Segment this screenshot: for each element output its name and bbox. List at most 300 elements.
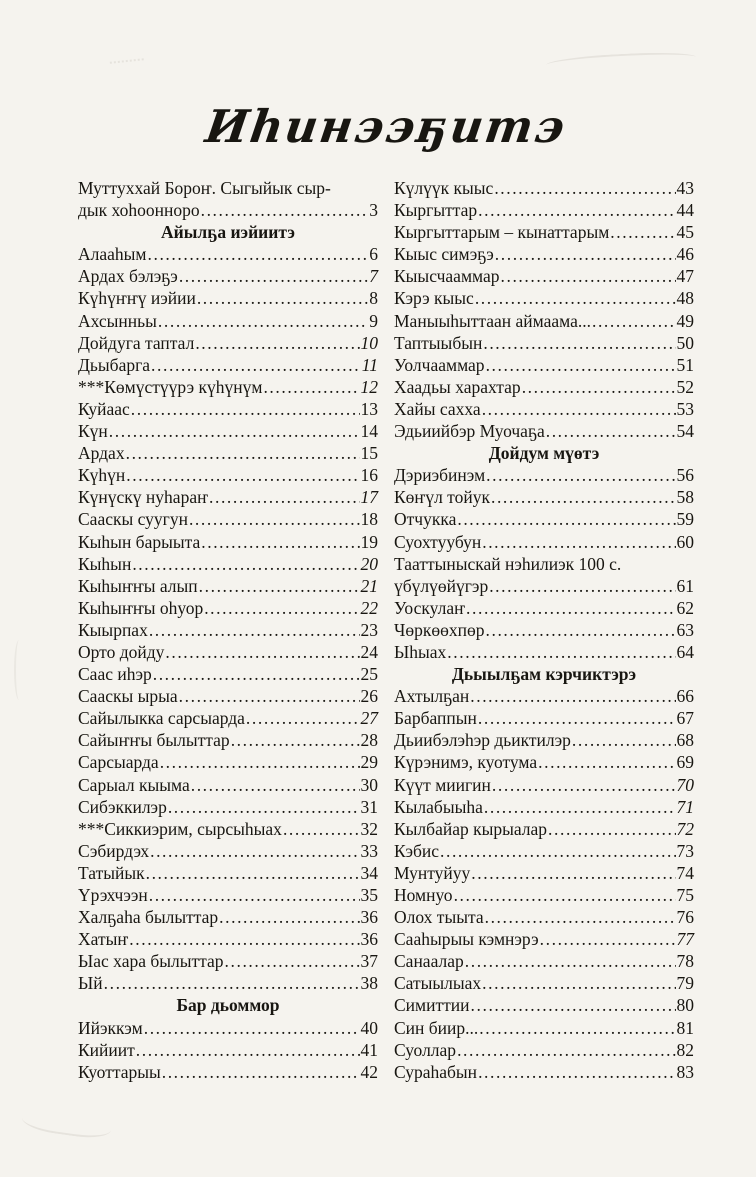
- toc-entry: [394, 243, 694, 265]
- toc-entry-title: үбүлүөйүгэр: [394, 575, 489, 596]
- toc-entry-page: 83: [676, 1061, 694, 1082]
- dot-leader: [201, 199, 369, 221]
- toc-entry-page: 62: [676, 597, 694, 618]
- toc-entry: [78, 287, 378, 309]
- toc-entry-page: 21: [360, 575, 378, 596]
- dot-leader: [179, 685, 360, 707]
- toc-entry-page: 6: [369, 244, 378, 265]
- toc-entry-page: 23: [360, 619, 378, 640]
- dot-leader: [104, 972, 360, 994]
- toc-entry-title: Кыргыттарым – кынаттарым: [394, 222, 610, 243]
- toc-entry-title: Суоллар: [394, 1039, 457, 1060]
- dot-leader: [479, 1017, 675, 1039]
- toc-entry: [394, 398, 694, 420]
- dot-leader: [457, 1039, 675, 1061]
- toc-entry-page: 24: [360, 641, 378, 662]
- toc-entry: [78, 619, 378, 641]
- toc-entry-page: 76: [676, 907, 694, 928]
- toc-entry-title: Дойдуга таптал: [78, 332, 195, 353]
- toc-entry: [78, 376, 378, 398]
- toc-entry-title: ***Көмүстүүрэ күһүнүм: [78, 376, 263, 397]
- dot-leader: [471, 994, 676, 1016]
- toc-entry-page: 13: [360, 398, 378, 419]
- toc-entry-title: Сатыылыах: [394, 973, 482, 994]
- toc-entry-title: Ахсынньы: [78, 310, 157, 331]
- toc-entry-page: 56: [676, 465, 694, 486]
- toc-entry-title: Орто дойду: [78, 641, 165, 662]
- toc-entry-title: Күлүүк кыыс: [394, 178, 494, 198]
- toc-entry-title: Сарыал кыыма: [78, 774, 190, 795]
- toc-entry-page: 47: [676, 266, 694, 287]
- dot-leader: [126, 464, 359, 486]
- toc-entry-page: 44: [676, 200, 694, 221]
- toc-entry: [394, 177, 694, 199]
- toc-entry: [394, 774, 694, 796]
- toc-entry-page: 79: [676, 973, 694, 994]
- toc-entry-title: Алааһым: [78, 244, 147, 265]
- dot-leader: [191, 774, 360, 796]
- toc-entry-title: Санаалар: [394, 951, 464, 972]
- toc-entry: [394, 486, 694, 508]
- toc-entry-title: Кэбис: [394, 840, 439, 861]
- dot-leader: [129, 928, 359, 950]
- toc-entry-page: 8: [369, 288, 378, 309]
- toc-entry-title: Кыһын: [78, 553, 132, 574]
- toc-entry: [394, 729, 694, 751]
- dot-leader: [126, 442, 360, 464]
- toc-entry: [394, 575, 694, 597]
- toc-entry-page: 75: [676, 885, 694, 905]
- toc-entry-title: Мунтуйуу: [394, 862, 471, 883]
- dot-leader: [246, 707, 360, 729]
- dot-leader: [483, 332, 675, 354]
- section-header: Айылҕа иэйиитэ: [161, 222, 295, 243]
- dot-leader: [470, 685, 675, 707]
- toc-entry: [394, 221, 694, 243]
- dot-leader: [165, 641, 359, 663]
- toc-entry-page: 72: [676, 818, 694, 839]
- toc-column: [78, 177, 378, 1083]
- toc-entry: [394, 1061, 694, 1083]
- toc-entry-title: Эдьиийбэр Муочаҕа: [394, 421, 545, 442]
- toc-entry-title: Кыырпах: [78, 619, 148, 640]
- dot-leader: [440, 840, 676, 862]
- toc-entry: [394, 464, 694, 486]
- dot-leader: [482, 398, 676, 420]
- toc-entry-title: Ыһыах: [394, 641, 447, 662]
- toc-entry: [394, 751, 694, 773]
- toc-entry-page: 41: [360, 1039, 378, 1060]
- toc-entry: [394, 972, 694, 994]
- toc-entry: [78, 464, 378, 486]
- toc-entry-title: Күнүскү нуһараҥ: [78, 487, 208, 508]
- toc-entry-title: Сааскы ырыа: [78, 686, 178, 707]
- toc-entry-title: Ийэккэм: [78, 1017, 143, 1038]
- toc-entry-continuation: Тааттыныскай нэһилиэк 100 с.: [394, 553, 622, 574]
- toc-entry-page: 18: [360, 509, 378, 530]
- toc-entry-page: 40: [360, 1017, 378, 1038]
- dot-leader: [482, 972, 675, 994]
- toc-entry: [394, 950, 694, 972]
- dot-leader: [160, 751, 360, 773]
- toc-entry-page: 78: [676, 951, 694, 972]
- toc-entry: [394, 685, 694, 707]
- toc-entry-title: Уоскулаҥ: [394, 597, 466, 618]
- toc-entry-title: Номнуо: [394, 885, 453, 905]
- toc-entry: [78, 796, 378, 818]
- toc-entry-title: Сэбирдэх: [78, 840, 150, 861]
- toc-entry: [78, 243, 378, 265]
- toc-entry: [394, 332, 694, 354]
- toc-entry-page: 71: [676, 796, 694, 817]
- toc-entry-page: 69: [676, 752, 694, 773]
- toc-entry: [78, 332, 378, 354]
- toc-entry-title: Олох тыыта: [394, 907, 484, 928]
- dot-leader: [132, 553, 359, 575]
- toc-entry: [394, 199, 694, 221]
- toc-entry-title: Дьиибэлэһэр дьиктилэр: [394, 730, 571, 751]
- dot-leader: [197, 287, 368, 309]
- toc-entry: [394, 840, 694, 862]
- toc-entry-page: 59: [676, 509, 694, 530]
- toc-entry: [394, 310, 694, 332]
- toc-entry-title: Ый: [78, 973, 103, 994]
- toc-entry-title: Сайылыкка сарсыарда: [78, 708, 245, 729]
- toc-entry: [78, 751, 378, 773]
- dot-leader: [109, 420, 360, 442]
- toc-entry-title: Хаадьы харахтар: [394, 376, 521, 397]
- toc-entry-page: 3: [369, 200, 378, 221]
- toc-entry-page: 32: [360, 818, 378, 839]
- toc-entry-title: Күһүҥҥү иэйии: [78, 288, 196, 309]
- toc-entry-page: 17: [360, 487, 378, 508]
- dot-leader: [478, 199, 675, 221]
- dot-leader: [148, 243, 369, 265]
- toc-entry-title: Саас иһэр: [78, 664, 152, 685]
- toc-entry-title: Татыйык: [78, 862, 145, 883]
- toc-entry: [78, 928, 378, 950]
- dot-leader: [475, 287, 676, 309]
- toc-entry: [78, 310, 378, 332]
- toc-entry-page: 42: [360, 1061, 378, 1082]
- toc-entry: [78, 354, 378, 376]
- toc-entry: [78, 1017, 378, 1039]
- toc-entry: [394, 265, 694, 287]
- toc-entry-page: 30: [360, 774, 378, 795]
- toc-entry: [78, 199, 378, 221]
- toc-entry-page: 38: [360, 973, 378, 994]
- page-title: [78, 100, 694, 153]
- toc-entry: [394, 906, 694, 928]
- toc-entry-page: 70: [676, 774, 694, 795]
- toc-entry: [78, 420, 378, 442]
- toc-entry-title: Күүт миигин: [394, 774, 491, 795]
- toc-entry: [78, 950, 378, 972]
- dot-leader: [144, 1017, 360, 1039]
- toc-entry-page: 33: [360, 840, 378, 861]
- toc-entry: [394, 619, 694, 641]
- toc-entry-page: 66: [676, 686, 694, 707]
- toc-entry: [78, 707, 378, 729]
- toc-entry-page: 10: [360, 332, 378, 353]
- toc-entry-page: 50: [676, 332, 694, 353]
- toc-entry: [394, 994, 694, 1016]
- dot-leader: [131, 398, 360, 420]
- toc-entry-page: 29: [360, 752, 378, 773]
- toc-entry-page: 25: [360, 664, 378, 685]
- toc-entry-title: Симиттии: [394, 995, 470, 1016]
- toc-entry: [78, 398, 378, 420]
- toc-entry: [78, 442, 378, 464]
- toc-entry-page: 51: [676, 354, 694, 375]
- toc-entry: [394, 376, 694, 398]
- dot-leader: [491, 486, 676, 508]
- toc-entry-title: Куйаас: [78, 398, 130, 419]
- toc-entry: [78, 553, 378, 575]
- toc-entry-title: Сааһырыы кэмнэрэ: [394, 929, 539, 950]
- toc-entry-title: Сураһабын: [394, 1061, 478, 1082]
- dot-leader: [471, 862, 675, 884]
- dot-leader: [162, 1061, 360, 1083]
- dot-leader: [146, 862, 360, 884]
- toc-entry-page: 36: [360, 929, 378, 950]
- toc-entry: [394, 862, 694, 884]
- dot-leader: [495, 243, 676, 265]
- dot-leader: [201, 531, 359, 553]
- toc-entry-page: 26: [360, 686, 378, 707]
- toc-entry-title: Уолчааммар: [394, 354, 485, 375]
- toc-entry-title: Суохтуубун: [394, 531, 482, 552]
- toc-entry: [394, 287, 694, 309]
- toc-entry-page: 53: [676, 398, 694, 419]
- toc-entry-page: 54: [676, 421, 694, 442]
- dot-leader: [149, 619, 360, 641]
- toc-entry-title: Кыһыҥҥы оһуор: [78, 597, 204, 618]
- toc-entry-title: Чөркөөхпөр: [394, 619, 485, 640]
- toc-entry: [78, 486, 378, 508]
- toc-entry: [394, 1017, 694, 1039]
- dot-leader: [179, 265, 368, 287]
- toc-entry-page: 52: [676, 376, 694, 397]
- toc-entry-title: Күһүн: [78, 465, 126, 486]
- toc-entry: [394, 796, 694, 818]
- dot-leader: [478, 707, 676, 729]
- toc-entry-title: Барбаппын: [394, 708, 477, 729]
- toc-entry-title: Маныыһыттаан аймаама...: [394, 310, 591, 331]
- toc-entry-page: 11: [361, 354, 378, 375]
- toc-entry-title: Хайы сахха: [394, 398, 481, 419]
- dot-leader: [486, 354, 676, 376]
- toc-entry-title: Ыас хара былыттар: [78, 951, 224, 972]
- toc-entry-title: Кыргыттар: [394, 200, 478, 221]
- toc-entry-page: 22: [360, 597, 378, 618]
- dot-leader: [486, 619, 676, 641]
- toc-entry-page: 34: [360, 862, 378, 883]
- toc-entry: [394, 818, 694, 840]
- dot-leader: [494, 177, 675, 199]
- dot-leader: [540, 928, 676, 950]
- toc-entry-page: 20: [360, 553, 378, 574]
- toc-entry: [78, 840, 378, 862]
- dot-leader: [149, 884, 360, 906]
- dot-leader: [486, 464, 675, 486]
- toc-entry-page: 60: [676, 531, 694, 552]
- dot-leader: [189, 508, 360, 530]
- toc-entry: [78, 972, 378, 994]
- toc-entry-page: 63: [676, 619, 694, 640]
- dot-leader: [219, 906, 359, 928]
- toc-entry-title: Дэриэбинэм: [394, 465, 486, 486]
- dot-leader: [492, 774, 676, 796]
- dot-leader: [447, 641, 675, 663]
- toc-entry-title: Ардах бэлэҕэ: [78, 266, 178, 287]
- toc-entry-page: 61: [676, 575, 694, 596]
- dot-leader: [572, 729, 676, 751]
- toc-entry-page: 46: [676, 244, 694, 265]
- toc-entry-title: Кыыс симэҕэ: [394, 244, 494, 265]
- toc-entry: [78, 884, 378, 906]
- toc-entry-title: Кылбайар кырыалар: [394, 818, 548, 839]
- toc-entry-title: Ардах: [78, 443, 125, 464]
- dot-leader: [204, 597, 359, 619]
- toc-entry: [394, 641, 694, 663]
- dot-leader: [225, 950, 360, 972]
- toc-entry-page: 48: [676, 288, 694, 309]
- toc-entry-title: Кылабыыһа: [394, 796, 483, 817]
- section-header: Дойдум мүөтэ: [488, 443, 600, 464]
- toc-entry: [78, 906, 378, 928]
- toc-entry-page: 67: [676, 708, 694, 729]
- toc-entry-page: 77: [676, 929, 694, 950]
- toc-entry-title: Син биир...: [394, 1017, 479, 1038]
- toc-entry-title: Ахтылҕан: [394, 686, 470, 707]
- toc-entry-title: дык хоһоонноро: [78, 200, 200, 221]
- toc-entry-page: 28: [360, 730, 378, 751]
- dot-leader: [478, 1061, 675, 1083]
- dot-leader: [454, 884, 676, 906]
- dot-leader: [199, 575, 360, 597]
- toc-entry-page: 12: [360, 376, 378, 397]
- toc-entry: [78, 575, 378, 597]
- toc-entry: [78, 597, 378, 619]
- toc-entry-page: 81: [676, 1017, 694, 1038]
- dot-leader: [484, 796, 676, 818]
- toc-entry-page: 74: [676, 862, 694, 883]
- dot-leader: [263, 376, 359, 398]
- toc-entry: [78, 818, 378, 840]
- toc-entry-title: Көҥүл тойук: [394, 487, 490, 508]
- dot-leader: [168, 796, 360, 818]
- toc-entry-page: 64: [676, 641, 694, 662]
- dot-leader: [151, 354, 361, 376]
- dot-leader: [158, 310, 368, 332]
- toc-entry-title: Сааскы суугун: [78, 509, 188, 530]
- dot-leader: [610, 221, 675, 243]
- toc-entry-title: Сайыҥҥы былыттар: [78, 730, 230, 751]
- toc-entry: [78, 774, 378, 796]
- toc-entry-page: 36: [360, 907, 378, 928]
- dot-leader: [485, 906, 676, 928]
- toc-entry-title: Кыһын барыыта: [78, 531, 201, 552]
- dot-leader: [538, 751, 675, 773]
- dot-leader: [195, 332, 359, 354]
- toc-entry: [78, 531, 378, 553]
- toc-entry: [394, 884, 694, 906]
- dot-leader: [136, 1039, 360, 1061]
- toc-entry: [394, 531, 694, 553]
- dot-leader: [209, 486, 360, 508]
- toc-entry: [78, 641, 378, 663]
- dot-leader: [522, 376, 676, 398]
- dot-leader: [153, 663, 360, 685]
- toc-entry-title: Хатыҥ: [78, 929, 129, 950]
- dot-leader: [466, 597, 675, 619]
- toc-entry-title: Таптыыбын: [394, 332, 483, 353]
- toc-entry: [394, 354, 694, 376]
- dot-leader: [457, 508, 675, 530]
- toc-entry: [78, 265, 378, 287]
- section-header: Бар дьоммор: [176, 995, 280, 1016]
- toc-entry-page: 45: [676, 222, 694, 243]
- dot-leader: [283, 818, 360, 840]
- toc-entry: [394, 420, 694, 442]
- toc-entry-title: Үрэхчээн: [78, 885, 148, 905]
- toc-entry: [78, 729, 378, 751]
- toc-entry-page: 82: [676, 1039, 694, 1060]
- toc-entry-page: 19: [360, 531, 378, 552]
- toc-entry: [78, 508, 378, 530]
- toc-entry-title: Күн: [78, 421, 108, 442]
- toc-entry: [78, 862, 378, 884]
- toc-entry-page: 68: [676, 730, 694, 751]
- toc-entry-page: 7: [369, 266, 378, 287]
- toc-entry-title: Сибэккилэр: [78, 796, 167, 817]
- toc-entry: [78, 663, 378, 685]
- toc-entry-title: Сарсыарда: [78, 752, 159, 773]
- dot-leader: [489, 575, 675, 597]
- dot-leader: [501, 265, 676, 287]
- toc-entry: [394, 1039, 694, 1061]
- page-title-text: Иһинээҕитэ: [202, 100, 570, 153]
- toc-entry: [394, 707, 694, 729]
- dot-leader: [592, 310, 676, 332]
- toc-entry: [78, 1061, 378, 1083]
- toc-column: [394, 177, 694, 1083]
- toc-entry-title: Кыһыҥҥы алып: [78, 575, 198, 596]
- toc-entry-page: 9: [369, 310, 378, 331]
- toc-entry-page: 27: [360, 708, 378, 729]
- dot-leader: [231, 729, 360, 751]
- toc-entry-page: 80: [676, 995, 694, 1016]
- toc-entry-title: Күрэнимэ, куотума: [394, 752, 538, 773]
- toc-entry-page: 43: [676, 178, 694, 198]
- toc-entry-page: 15: [360, 443, 378, 464]
- toc-entry-title: Отчукка: [394, 509, 457, 530]
- dot-leader: [548, 818, 675, 840]
- toc-entry-title: ***Сиккиэрим, сырсыһыах: [78, 818, 282, 839]
- toc-entry: [394, 928, 694, 950]
- toc-entry: [394, 508, 694, 530]
- toc-entry-page: 37: [360, 951, 378, 972]
- toc-columns: [78, 177, 694, 1083]
- toc-entry-page: 31: [360, 796, 378, 817]
- toc-entry-page: 16: [360, 465, 378, 486]
- dot-leader: [465, 950, 676, 972]
- toc-entry-continuation: Муттуххай Бороҥ. Сыгыйык сыр-: [78, 178, 331, 198]
- toc-entry-page: 73: [676, 840, 694, 861]
- toc-entry: [78, 1039, 378, 1061]
- toc-entry: [394, 597, 694, 619]
